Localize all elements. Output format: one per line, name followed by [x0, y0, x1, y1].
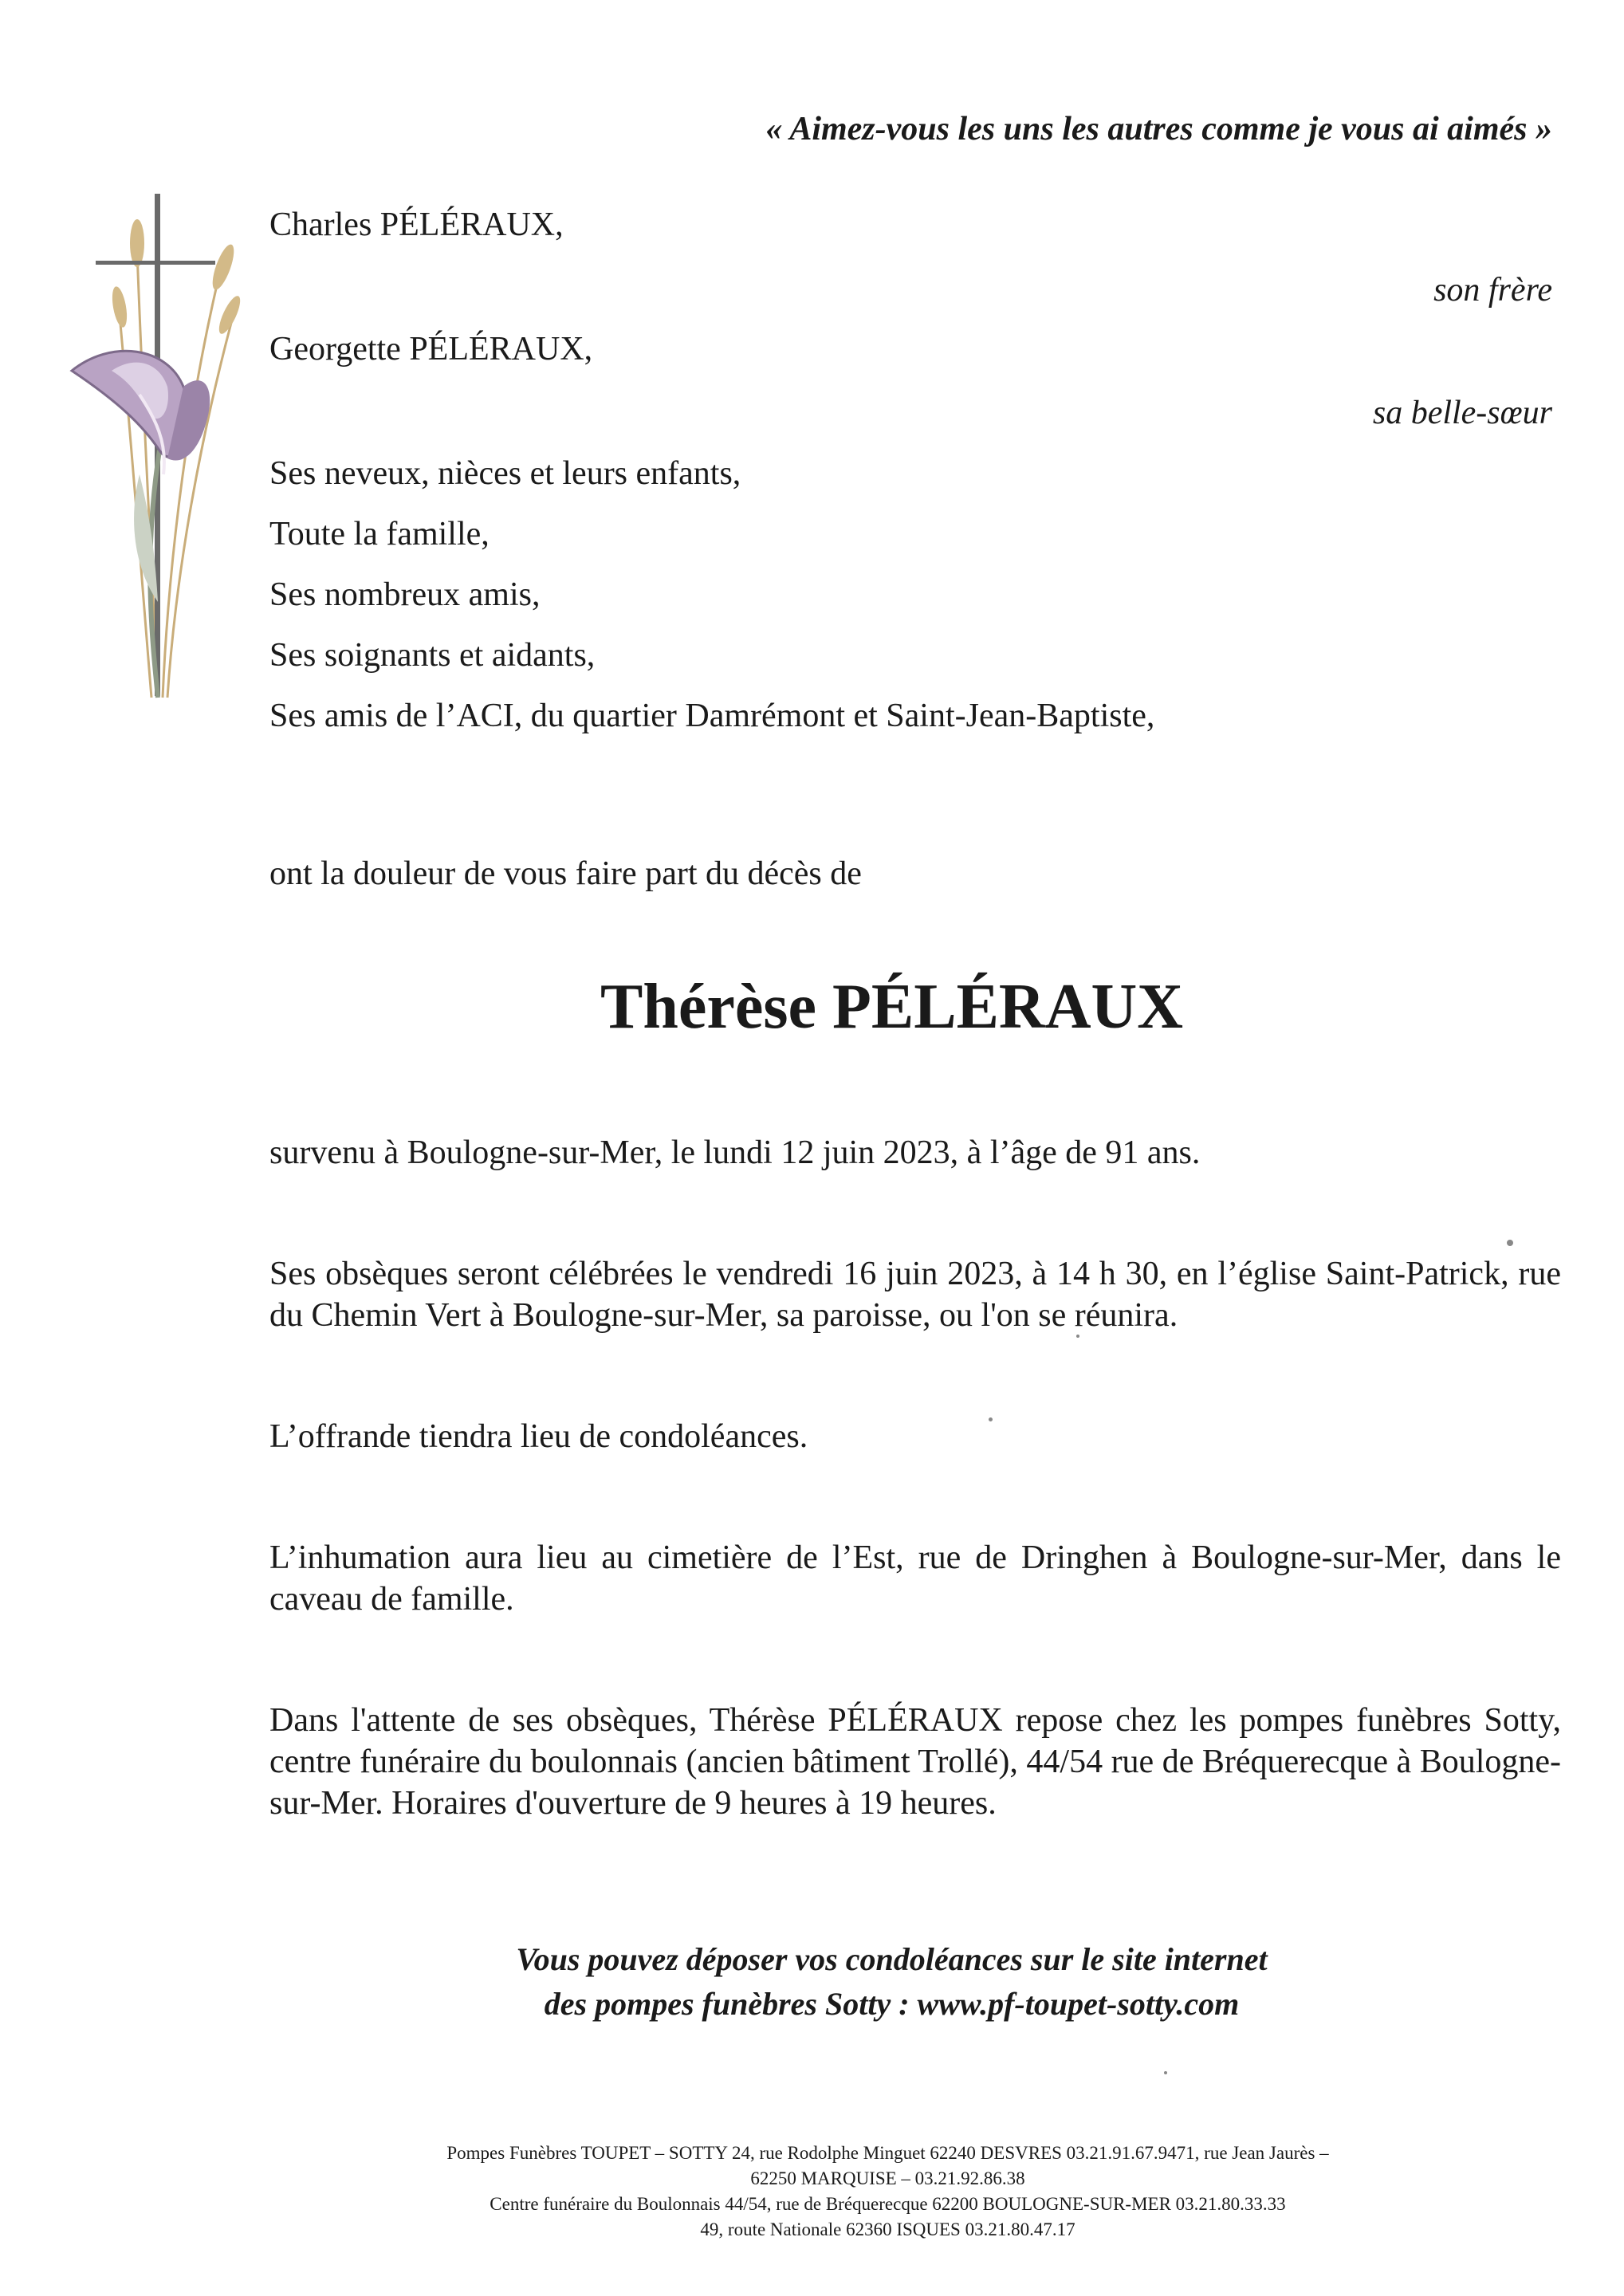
announcement-text: ont la douleur de vous faire part du décès de — [269, 855, 862, 892]
viewing-details: Dans l'attente de ses obsèques, Thérèse PÉLÉRAUX repose chez les pompes funèbres Sotty, centre funéraire du boulonnais (ancien bâtiment Trollé), 44/54 rue de Bréquerecque à Boulogne-sur-Mer. Horaires d'ouverture de 9 heures à 19 heures. — [269, 1702, 1561, 1822]
cross-with-calla-lily-icon — [64, 187, 255, 706]
deceased-name: Thérèse PÉLÉRAUX — [600, 972, 1184, 1042]
epigraph-quote: « Aimez-vous les uns les autres comme je vous ai aimés » — [765, 111, 1552, 147]
scan-speck — [989, 1417, 993, 1421]
scan-speck — [1164, 2071, 1167, 2074]
condolences-line: des pompes funèbres Sotty : www.pf-toupet-sotty.com — [544, 1986, 1240, 2022]
mourner-role: sa belle-sœur — [1372, 395, 1552, 431]
footer-line: Pompes Funèbres TOUPET – SOTTY 24, rue Rodolphe Minguet 62240 DESVRES 03.21.91.67.9471, rue Jean Jaurès – — [446, 2143, 1329, 2163]
condolences-notice — [0, 1937, 1624, 2027]
mourners-list-item: Ses amis de l’ACI, du quartier Damrémont et Saint-Jean-Baptiste, — [269, 698, 1155, 734]
footer-line: 49, route Nationale 62360 ISQUES 03.21.80.47.17 — [700, 2219, 1075, 2239]
mourners-list-item: Ses nombreux amis, — [269, 576, 541, 613]
mourner-name: Georgette PÉLÉRAUX, — [269, 331, 593, 368]
mourners-list-item: Ses neveux, nièces et leurs enfants, — [269, 455, 741, 492]
mourner-role: son frère — [1433, 272, 1552, 309]
footer-line: 62250 MARQUISE – 03.21.92.86.38 — [750, 2168, 1025, 2188]
mourners-list-item: Toute la famille, — [269, 516, 490, 552]
scan-speck — [1076, 1335, 1079, 1338]
footer-line: Centre funéraire du Boulonnais 44/54, rue de Bréquerecque 62200 BOULOGNE-SUR-MER 03.21.80.33.33 — [490, 2194, 1286, 2214]
funeral-home-footer — [0, 2141, 1624, 2243]
mourners-list — [269, 453, 1154, 756]
death-details: survenu à Boulogne-sur-Mer, le lundi 12 juin 2023, à l’âge de 91 ans. — [269, 1134, 1201, 1171]
offering-note: L’offrande tiendra lieu de condoléances. — [269, 1418, 808, 1455]
mourners-list-item: Ses soignants et aidants, — [269, 637, 596, 674]
scan-speck — [1507, 1240, 1513, 1246]
burial-details: L’inhumation aura lieu au cimetière de l’Est, rue de Dringhen à Boulogne-sur-Mer, dans le caveau de famille. — [269, 1539, 1561, 1618]
mourner-name: Charles PÉLÉRAUX, — [269, 206, 564, 243]
funeral-details: Ses obsèques seront célébrées le vendredi 16 juin 2023, à 14 h 30, en l’église Saint-Patrick, rue du Chemin Vert à Boulogne-sur-Mer, sa paroisse, ou l'on se réunira. — [269, 1256, 1561, 1334]
condolences-line: Vous pouvez déposer vos condoléances sur le site internet — [516, 1941, 1268, 1977]
